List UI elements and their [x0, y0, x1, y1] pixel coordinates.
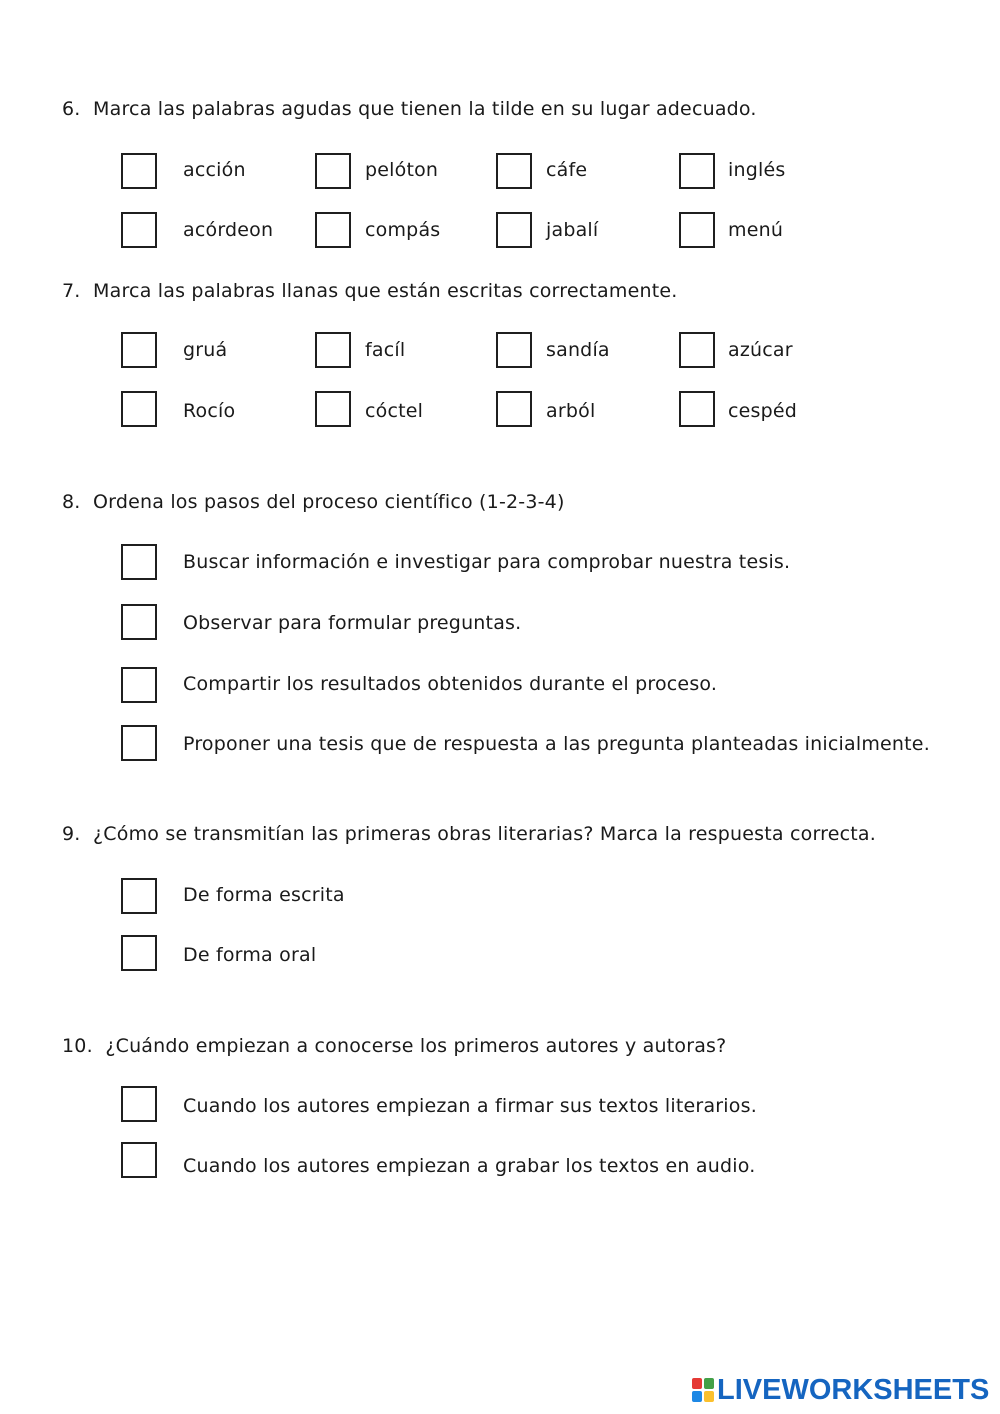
option-label: facíl: [365, 339, 406, 361]
order-box-4[interactable]: [121, 725, 157, 761]
order-box-1[interactable]: [121, 544, 157, 580]
checkbox-azucar[interactable]: [679, 332, 715, 368]
option-label: acción: [183, 159, 246, 181]
question-number: 6.: [62, 98, 81, 120]
checkbox-compas[interactable]: [315, 212, 351, 248]
logo-mark-icon: [692, 1378, 714, 1402]
option-label: inglés: [728, 159, 786, 181]
option-label: Cuando los autores empiezan a grabar los textos en audio.: [183, 1155, 756, 1177]
option-label: arból: [546, 400, 596, 422]
question-9: [62, 823, 876, 845]
option-label: De forma oral: [183, 944, 317, 966]
order-box-3[interactable]: [121, 667, 157, 703]
question-text: ¿Cuándo empiezan a conocerse los primeros autores y autoras?: [105, 1035, 727, 1057]
logo-mark-cell: [692, 1378, 702, 1389]
question-text: Marca las palabras agudas que tienen la tilde en su lugar adecuado.: [93, 98, 757, 120]
logo-mark-cell: [704, 1378, 714, 1389]
option-label: compás: [365, 219, 441, 241]
option-label: Compartir los resultados obtenidos durante el proceso.: [183, 673, 718, 695]
option-label: acórdeon: [183, 219, 274, 241]
option-label: jabalí: [546, 219, 599, 241]
checkbox-grabar[interactable]: [121, 1142, 157, 1178]
question-number: 10.: [62, 1035, 93, 1057]
option-label: cespéd: [728, 400, 798, 422]
option-label: Proponer una tesis que de respuesta a las pregunta planteadas inicialmente.: [183, 733, 930, 755]
checkbox-peloton[interactable]: [315, 153, 351, 189]
question-10: [62, 1035, 726, 1057]
checkbox-jabali[interactable]: [496, 212, 532, 248]
option-label: menú: [728, 219, 784, 241]
checkbox-menu[interactable]: [679, 212, 715, 248]
option-label: gruá: [183, 339, 228, 361]
question-number: 7.: [62, 280, 81, 302]
option-label: Rocío: [183, 400, 236, 422]
question-6: [62, 98, 757, 120]
question-7: [62, 280, 677, 302]
option-label: Buscar información e investigar para comprobar nuestra tesis.: [183, 551, 791, 573]
logo-text: LIVEWORKSHEETS: [717, 1373, 990, 1406]
question-text: Ordena los pasos del proceso científico (1-2-3-4): [93, 491, 565, 513]
checkbox-oral[interactable]: [121, 935, 157, 971]
option-label: cáfe: [546, 159, 588, 181]
option-label: Cuando los autores empiezan a firmar sus textos literarios.: [183, 1095, 757, 1117]
checkbox-escrita[interactable]: [121, 878, 157, 914]
checkbox-facil[interactable]: [315, 332, 351, 368]
question-number: 8.: [62, 491, 81, 513]
option-label: azúcar: [728, 339, 793, 361]
checkbox-accion[interactable]: [121, 153, 157, 189]
logo-mark-cell: [704, 1391, 714, 1402]
option-label: pelóton: [365, 159, 439, 181]
option-label: Observar para formular preguntas.: [183, 612, 522, 634]
checkbox-ingles[interactable]: [679, 153, 715, 189]
option-label: sandía: [546, 339, 610, 361]
checkbox-rocio[interactable]: [121, 391, 157, 427]
order-box-2[interactable]: [121, 604, 157, 640]
question-text: Marca las palabras llanas que están escritas correctamente.: [93, 280, 678, 302]
checkbox-sandia[interactable]: [496, 332, 532, 368]
option-label: cóctel: [365, 400, 424, 422]
question-8: [62, 491, 565, 513]
logo-mark-cell: [692, 1391, 702, 1402]
checkbox-firmar[interactable]: [121, 1086, 157, 1122]
checkbox-arbol[interactable]: [496, 391, 532, 427]
checkbox-coctel[interactable]: [315, 391, 351, 427]
liveworksheets-logo: [692, 1374, 989, 1406]
question-text: ¿Cómo se transmitían las primeras obras literarias? Marca la respuesta correcta.: [93, 823, 877, 845]
option-label: De forma escrita: [183, 884, 345, 906]
checkbox-cafe[interactable]: [496, 153, 532, 189]
checkbox-cesped[interactable]: [679, 391, 715, 427]
checkbox-acordeon[interactable]: [121, 212, 157, 248]
checkbox-grua[interactable]: [121, 332, 157, 368]
question-number: 9.: [62, 823, 81, 845]
